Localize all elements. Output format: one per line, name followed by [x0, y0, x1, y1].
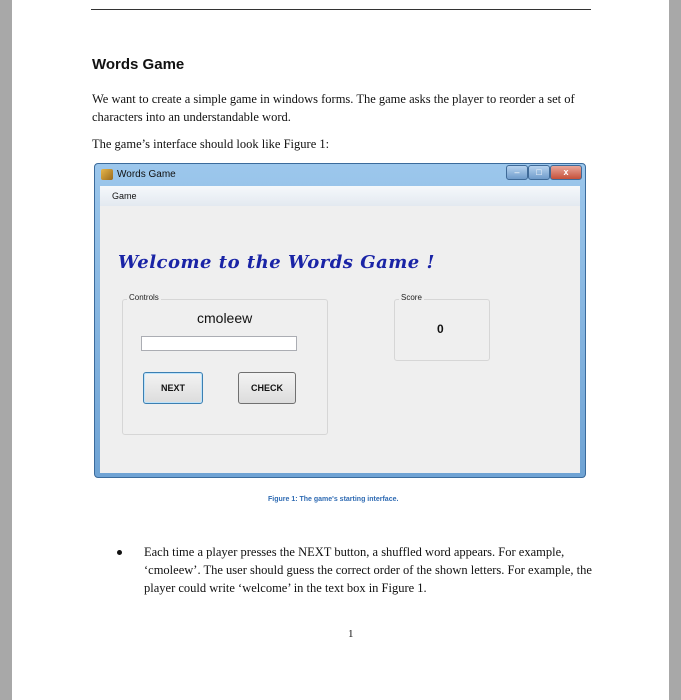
menu-game[interactable]: Game — [112, 191, 137, 201]
next-button[interactable]: NEXT — [143, 372, 203, 404]
controls-group — [122, 293, 328, 435]
score-group — [394, 293, 490, 361]
shuffled-word-label: cmoleew — [197, 310, 253, 326]
minimize-button[interactable]: – — [506, 165, 528, 180]
window-title: Words Game — [117, 169, 176, 180]
figure-window — [94, 163, 586, 478]
window-client-area — [100, 186, 580, 473]
score-group-label: Score — [401, 293, 422, 302]
app-icon — [101, 169, 113, 180]
close-button[interactable]: x — [550, 165, 582, 180]
check-button[interactable]: CHECK — [238, 372, 296, 404]
document-page — [12, 0, 669, 700]
bullet-icon — [117, 550, 122, 555]
intro-paragraph: We want to create a simple game in windows forms. The game asks the player to reorder a set of characters into an understandable word. — [92, 92, 575, 124]
controls-group-label: Controls — [129, 293, 159, 302]
interface-paragraph: The game’s interface should look like Figure 1: — [92, 137, 330, 151]
window-titlebar — [95, 164, 585, 186]
bullet-paragraph: Each time a player presses the NEXT button, a shuffled word appears. For example, ‘cmoleew’. The user should guess the correct order of the shown letters. For example, the player could write ‘welcome’ in the text box in Figure 1. — [144, 545, 592, 595]
menu-bar — [100, 186, 580, 206]
welcome-label: Welcome to the Words Game ! — [118, 252, 435, 273]
section-heading: Words Game — [92, 56, 185, 73]
answer-input[interactable] — [141, 336, 297, 351]
figure-caption: Figure 1: The game's starting interface. — [268, 496, 399, 503]
page-number: 1 — [348, 628, 354, 640]
maximize-button[interactable]: □ — [528, 165, 550, 180]
score-value: 0 — [437, 322, 444, 336]
header-rule — [91, 9, 591, 10]
